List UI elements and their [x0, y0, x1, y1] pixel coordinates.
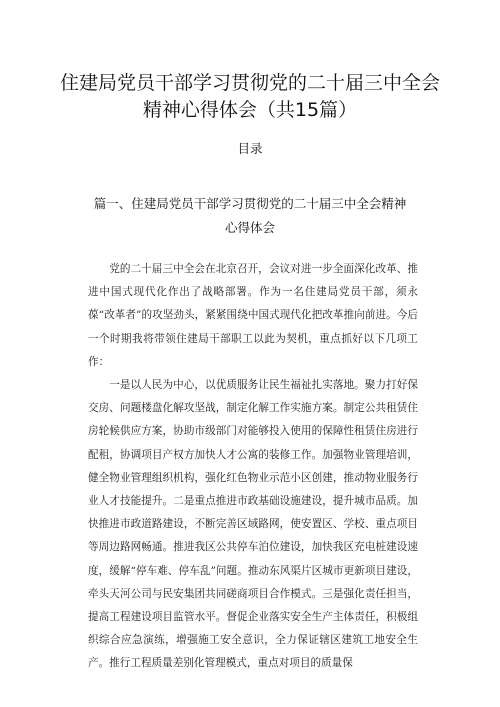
document-title-line-2: 精神心得体会（共15篇）: [142, 99, 358, 121]
paragraph: 一是以人民为中心，以优质服务让民生福祉扎实落地。聚力打好保交房、问题楼盘化解攻坚战，制定化解工作实施方案。制定公共租赁住房轮候供应方案，协助市级部门对能够投入使用的保障性租赁住房进行配租，协调项目产权方加快人才公寓的装修工作。加强物业管理培训，健全物业管理组织机构，强化红色物业示范小区创建，推动物业服务行业人才技能提升。二是重点推进市政基础设施建设，提升城市品质。加快推进市政道路建设，不断完善区域路网，使安置区、学校、重点项目等周边路网畅通。推进我区公共停车泊位建设，加快我区充电桩建设速度，缓解“停车难、停车乱”问题。推动东风渠片区城市更新项目建设，牵头天河公司与民安集团共同磋商项目合作模式。三是强化责任担当，提高工程建设项目监管水平。督促企业落实安全生产主体责任，积极组织综合应急演练，增强施工安全意识，全力保证辖区建筑工地安全生产。推行工程质量差别化管理模式，重点对项目的质量保: [88, 379, 418, 670]
body-text: [88, 258, 418, 676]
section-heading-line-1: 篇一、住建局党员干部学习贯彻党的二十届三中全会精神: [93, 196, 407, 211]
document-title-line-1: 住建局党员干部学习贯彻党的二十届三中全会: [59, 72, 440, 94]
section-heading: [90, 192, 410, 240]
section-heading-line-2: 心得体会: [224, 220, 275, 235]
document-title: [40, 70, 460, 124]
table-of-contents-label: 目录: [237, 141, 263, 156]
paragraph: 党的二十届三中全会在北京召开，会议对进一步全面深化改革、推进中国式现代化作出了战略部署。作为一名住建局党员干部，须永葆“改革者”的攻坚劲头，紧紧围绕中国式现代化把改革推向前进。今后一个时期我将带领住建局干部职工以此为契机，重点抓好以下几项工作：: [88, 263, 418, 368]
